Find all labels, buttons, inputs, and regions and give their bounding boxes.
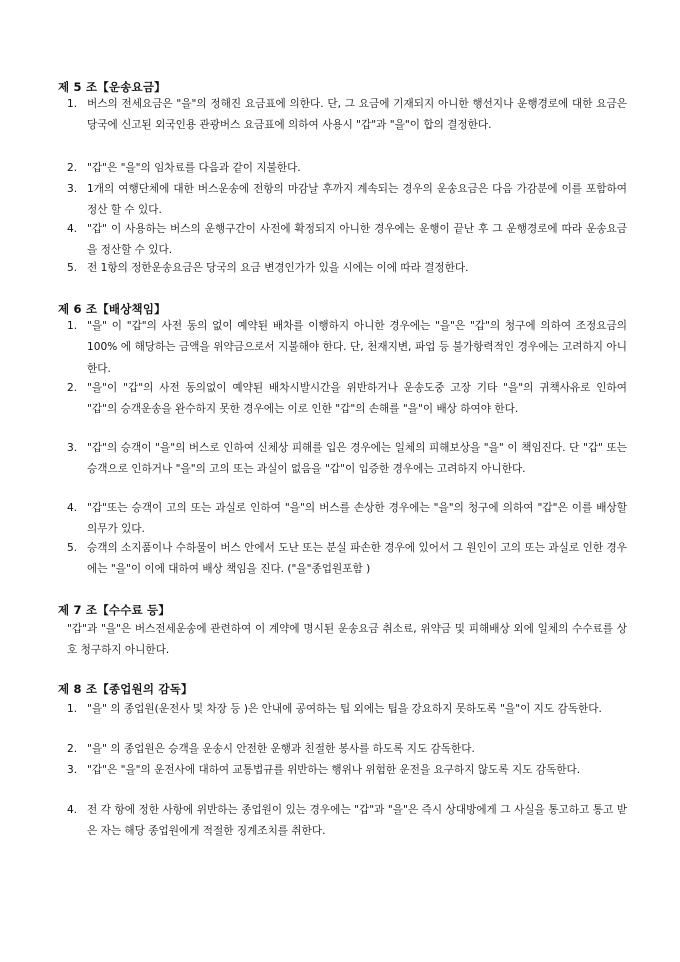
article-5-item-1 (67, 94, 627, 137)
item-text: "갑"또는 승객이 고의 또는 과실로 인하여 "을"의 버스를 손상한 경우에는 "을"의 청구에 의하여 "갑"은 이를 배상할 의무가 있다. (87, 502, 627, 536)
item-text: "을" 의 종업원은 승객을 운송시 안전한 운행과 친절한 봉사를 하도록 지도 감독한다. (87, 743, 475, 755)
article-6-item-1 (67, 316, 627, 380)
item-number: 5. (67, 542, 78, 554)
article-6-item-4 (67, 498, 627, 541)
item-text: "갑" 이 사용하는 버스의 운행구간이 사전에 확정되지 아니한 경우에는 운행이 끝난 후 그 운행경로에 따라 운송요금을 정산할 수 있다. (87, 223, 627, 257)
article-7-heading: 제 7 조【수수료 등】 (58, 603, 171, 617)
article-6-item-3 (67, 438, 627, 481)
article-7-paragraph: "갑"과 "을"은 버스전세운송에 관련하여 이 계약에 명시된 운송요금 취소료, 위약금 및 피해배상 외에 일체의 수수료를 상호 청구하지 아니한다. (67, 623, 627, 657)
article-6-item-5 (67, 538, 627, 581)
item-text: "갑"의 승객이 "을"의 버스로 인하여 신체상 피해를 입은 경우에는 일체의 피해보상을 "을" 이 책임진다. 단 "갑" 또는 승객으로 인하거나 "을"의 고의 또는 과실이 없음을 "갑"이 입증한 경우에는 고려하지 아니한다. (87, 442, 627, 476)
item-number: 2. (67, 382, 78, 394)
item-number: 3. (67, 442, 78, 454)
item-number: 4. (67, 223, 78, 235)
item-number: 5. (67, 262, 78, 274)
item-number: 2. (67, 743, 78, 755)
item-text: "을" 이 "갑"의 사전 동의 없이 예약된 배차를 이행하지 아니한 경우에는 "을"은 "갑"의 청구에 의하여 조정요금의 100% 에 해당하는 금액을 위약금으로서 지불해야 한다. 단, 천재지변, 파업 등 불가항력적인 경우에는 고려하지 아니한다. (87, 320, 627, 375)
article-8-item-2 (67, 739, 627, 760)
article-6-heading: 제 6 조【배상책임】 (58, 302, 166, 316)
article-8-heading: 제 8 조【종업원의 감독】 (58, 682, 193, 696)
article-8-item-3 (67, 760, 627, 781)
article-6-item-2 (67, 378, 627, 421)
item-text: 전 각 항에 정한 사항에 위반하는 종업원이 있는 경우에는 "갑"과 "을"은 즉시 상대방에게 그 사실을 통고하고 통고 받은 자는 해당 종업원에게 적절한 징계조치를 취한다. (87, 804, 627, 838)
item-text: 전 1항의 정한운송요금은 당국의 요금 변경인가가 있을 시에는 이에 따라 결정한다. (87, 262, 469, 274)
article-5-item-5 (67, 258, 627, 279)
item-number: 1. (67, 703, 78, 715)
article-5-item-3 (67, 179, 627, 222)
article-5-heading: 제 5 조【운송요금】 (58, 80, 166, 94)
item-text: 승객의 소지품이나 수하물이 버스 안에서 도난 또는 분실 파손한 경우에 있어서 그 원인이 고의 또는 과실로 인한 경우에는 "을"이 이에 대하여 배상 책임을 진다. ("을"종업원포함 ) (87, 542, 627, 576)
article-8-item-4 (67, 800, 627, 843)
item-number: 1. (67, 320, 78, 332)
article-8-item-1 (67, 699, 627, 720)
item-text: "갑"은 "을"의 운전사에 대하여 교통법규를 위반하는 행위나 위험한 운전을 요구하지 않도록 지도 감독한다. (87, 764, 581, 776)
item-text: "을"이 "갑"의 사전 동의없이 예약된 배차시발시간을 위반하거나 운송도중 고장 기타 "을"의 귀책사유로 인하여 "갑"의 승객운송을 완수하지 못한 경우에는 이로 인한 "갑"의 손해를 "을"이 배상 하여야 한다. (87, 382, 627, 416)
item-text: "을" 의 종업원(운전사 및 차장 등 )은 안내에 공여하는 팁 외에는 팁을 강요하지 못하도록 "을"이 지도 감독한다. (87, 703, 602, 715)
article-5-item-2 (67, 158, 627, 179)
item-text: "갑"은 "을"의 임차료를 다음과 같이 지불한다. (87, 162, 301, 174)
item-text: 버스의 전세요금은 "을"의 정해진 요금표에 의한다. 단, 그 요금에 기재되지 아니한 행선지나 운행경로에 대한 요금은 당국에 신고된 외국인용 관광버스 요금표에 의하여 사용시 "갑"과 "을"이 합의 결정한다. (87, 98, 627, 132)
item-number: 3. (67, 764, 78, 776)
item-number: 3. (67, 183, 78, 195)
item-number: 2. (67, 162, 78, 174)
article-5-item-4 (67, 219, 627, 262)
item-text: 1개의 여행단체에 대한 버스운송에 전항의 마감날 후까지 계속되는 경우의 운송요금은 다음 가감분에 이를 포함하여 정산 할 수 있다. (87, 183, 627, 217)
item-number: 4. (67, 804, 78, 816)
item-number: 4. (67, 502, 78, 514)
item-number: 1. (67, 98, 78, 110)
